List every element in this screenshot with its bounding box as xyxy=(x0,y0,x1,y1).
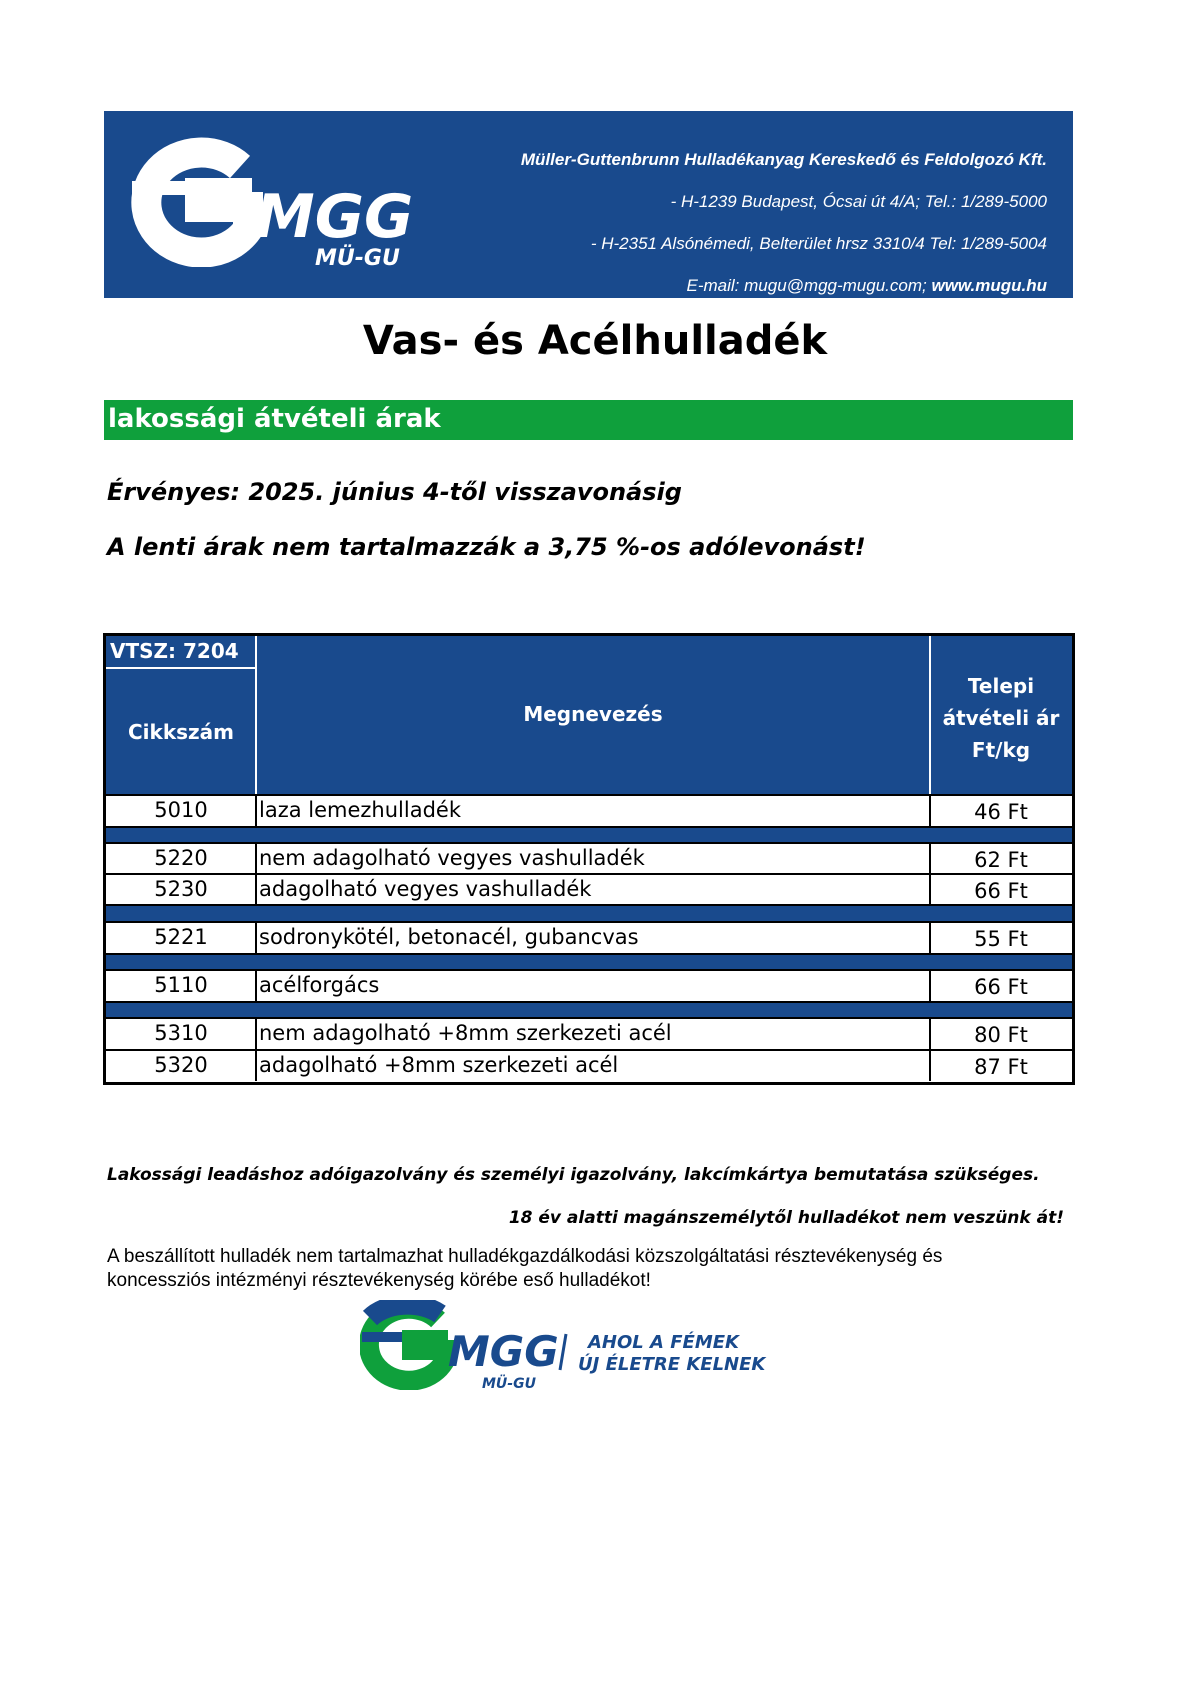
vtsz-label: VTSZ: 7204 xyxy=(110,639,239,663)
col-divider xyxy=(929,636,931,794)
cell-border xyxy=(929,1019,931,1049)
row-code: 5110 xyxy=(154,973,208,997)
row-name: nem adagolható vegyes vashulladék xyxy=(259,846,645,870)
col-header-price-line: átvételi ár xyxy=(942,706,1060,730)
row-price: 55 Ft xyxy=(974,927,1028,951)
slogan-line-1: AHOL A FÉMEK xyxy=(588,1332,739,1353)
table-row xyxy=(106,1019,1072,1049)
col-header-code: Cikkszám xyxy=(127,720,234,744)
cell-border xyxy=(255,875,257,905)
col-header-price-line: Ft/kg xyxy=(971,738,1031,762)
row-name: laza lemezhulladék xyxy=(259,798,461,822)
page-title: Vas- és Acélhulladék xyxy=(362,318,828,364)
waste-restriction-note: A beszállított hulladék nem tartalmazhat hulladékgazdálkodási közszolgáltatási résztevékenység és koncessziós intézményi résztevékenység körébe eső hulladékot! xyxy=(107,1246,943,1291)
row-price: 87 Ft xyxy=(974,1055,1028,1079)
cell-border xyxy=(929,923,931,953)
row-code: 5220 xyxy=(154,846,208,870)
id-requirement-note: Lakossági leadáshoz adóigazolvány és személyi igazolvány, lakcímkártya bemutatása szükséges. xyxy=(107,1165,1040,1185)
table-row xyxy=(106,1051,1072,1081)
age-limit-note: 18 év alatti magánszemélytől hulladékot nem veszünk át! xyxy=(508,1208,1064,1228)
col-header-name: Megnevezés xyxy=(523,702,663,726)
subtitle-bar xyxy=(104,400,1073,440)
cell-border xyxy=(255,796,257,826)
col-divider xyxy=(255,636,257,794)
footer-logo-subtext: MÜ-GU xyxy=(482,1376,536,1390)
email: E-mail: mugu@mgg-mugu.com; xyxy=(686,276,932,295)
cell-border xyxy=(929,1051,931,1081)
row-name: nem adagolható +8mm szerkezeti acél xyxy=(259,1021,672,1045)
row-name: sodronykötél, betonacél, gubancvas xyxy=(259,925,639,949)
col-header-price xyxy=(930,670,1072,766)
address-alsonemedi: - H-2351 Alsónémedi, Belterület hrsz 3310/4 Tel: 1/289-5004 xyxy=(590,234,1047,253)
row-price: 62 Ft xyxy=(974,848,1028,872)
cell-border xyxy=(255,923,257,953)
cell-border xyxy=(929,796,931,826)
cell-border xyxy=(255,971,257,1001)
group-separator xyxy=(106,828,1072,843)
cell-border xyxy=(255,844,257,874)
row-code: 5310 xyxy=(154,1021,208,1045)
header-banner xyxy=(104,111,1073,298)
table-row xyxy=(106,844,1072,874)
table-header xyxy=(106,636,1072,794)
col-header-price-line: Telepi xyxy=(967,674,1035,698)
cell-border xyxy=(255,1019,257,1049)
vtsz-divider xyxy=(106,667,256,669)
group-separator xyxy=(106,906,1072,921)
row-price: 66 Ft xyxy=(974,879,1028,903)
group-separator xyxy=(106,1003,1072,1018)
subtitle: lakossági átvételi árak xyxy=(108,404,441,434)
validity-text: Érvényes: 2025. június 4-től visszavonásig xyxy=(107,478,682,506)
contact-line xyxy=(521,265,1047,307)
price-table xyxy=(103,633,1075,1085)
table-row xyxy=(106,796,1072,826)
cell-border xyxy=(929,971,931,1001)
row-border xyxy=(106,794,1072,796)
row-price: 46 Ft xyxy=(974,800,1028,824)
cell-border xyxy=(929,875,931,905)
row-price: 80 Ft xyxy=(974,1023,1028,1047)
address-budapest: - H-1239 Budapest, Ócsai út 4/A; Tel.: 1/289-5000 xyxy=(670,192,1047,211)
table-row xyxy=(106,875,1072,905)
row-code: 5010 xyxy=(154,798,208,822)
row-price: 66 Ft xyxy=(974,975,1028,999)
cell-border xyxy=(929,844,931,874)
logo-text: MGG xyxy=(255,182,414,252)
company-info xyxy=(521,139,1047,307)
table-row xyxy=(106,971,1072,1001)
row-name: adagolható +8mm szerkezeti acél xyxy=(259,1053,619,1077)
website-link[interactable]: www.mugu.hu xyxy=(931,276,1047,295)
row-code: 5320 xyxy=(154,1053,208,1077)
row-code: 5221 xyxy=(154,925,208,949)
row-code: 5230 xyxy=(154,877,208,901)
footer-logo xyxy=(360,1300,780,1390)
row-name: adagolható vegyes vashulladék xyxy=(259,877,592,901)
table-row xyxy=(106,923,1072,953)
logo-subtext: MÜ-GU xyxy=(315,246,400,267)
cell-border xyxy=(255,1051,257,1081)
slogan-line-2: ÚJ ÉLETRE KELNEK xyxy=(578,1354,766,1375)
tax-note: A lenti árak nem tartalmazzák a 3,75 %-os adólevonást! xyxy=(107,533,866,561)
footer-logo-text: MGG xyxy=(448,1327,559,1376)
mgg-logo xyxy=(130,137,420,267)
company-name: Müller-Guttenbrunn Hulladékanyag Kereskedő és Feldolgozó Kft. xyxy=(520,150,1047,169)
group-separator xyxy=(106,955,1072,970)
row-name: acélforgács xyxy=(259,973,380,997)
